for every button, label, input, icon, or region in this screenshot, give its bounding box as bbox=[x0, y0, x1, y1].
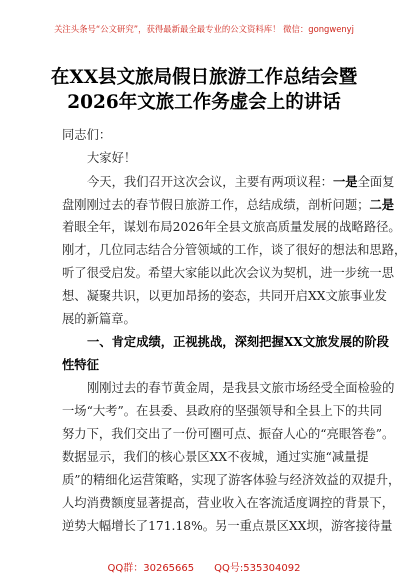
footer-qq-number: QQ号:535304092 bbox=[214, 563, 301, 574]
footer-qq-group: QQ群：30265665 bbox=[107, 563, 195, 574]
para2-line-3: 努力下，我们交出了一份可圈可点、振奋人心的“亮眼答卷”。 bbox=[62, 427, 395, 441]
para1-line-6: 想、凝聚共识，以更加昂扬的姿态，共同开启XX文旅事业发 bbox=[62, 289, 387, 303]
para1-line-2 bbox=[62, 193, 395, 217]
para1-keyword-first: 一是 bbox=[332, 174, 358, 189]
para2-line-2: 一场“大考”。在县委、县政府的坚强领导和全县上下的共同 bbox=[62, 404, 382, 418]
para1-line-7: 展的新篇章。 bbox=[62, 312, 136, 326]
section-heading-line-1: 一、肯定成绩，正视挑战，深刻把握XX文旅发展的阶段 bbox=[87, 334, 389, 349]
para2-line-4: 数据显示，我们的核心景区XX不夜城，通过实施“减量提 bbox=[62, 450, 369, 464]
para1-line-1-c: 全面复 bbox=[357, 175, 395, 189]
para1-keyword-second: 二是 bbox=[369, 197, 395, 212]
para2-line-7: 逆势大幅增长了171.18%。另一重点景区XX坝，游客接待量 bbox=[62, 519, 393, 533]
document-title-line-2: 2026年文旅工作务虚会上的讲话 bbox=[67, 92, 341, 113]
para1-line-3: 着眼全年，谋划布局2026年全县文旅高质量发展的战略路径。 bbox=[62, 220, 401, 234]
greeting: 大家好！ bbox=[87, 151, 137, 165]
salutation: 同志们： bbox=[62, 128, 112, 142]
para1-line-2-a: 盘刚刚过去的春节假日旅游工作，总结成绩，剖析问题； bbox=[62, 198, 370, 212]
para1-line-5: 听了很受启发。希望大家能以此次会议为契机，进一步统一思 bbox=[62, 266, 395, 280]
para2-line-1: 刚刚过去的春节黄金周，是我县文旅市场经受全面检验的 bbox=[87, 381, 395, 395]
para2-line-6: 人均消费额度显著提高，营业收入在客流适度调控的背景下， bbox=[62, 496, 395, 510]
document-title-line-1: 在XX县文旅局假日旅游工作总结会暨 bbox=[50, 67, 358, 88]
section-heading-line-2: 性特征 bbox=[62, 357, 99, 372]
para1-line-4: 刚才，几位同志结合分管领域的工作，谈了很好的想法和思路， bbox=[62, 243, 407, 257]
para1-line-1 bbox=[87, 170, 395, 194]
footer-contact bbox=[0, 559, 408, 574]
para1-line-1-a: 今天，我们召开这次会议，主要有两项议程： bbox=[87, 175, 333, 189]
top-banner: 关注头条号“公文研究”，获得最新最全最专业的公文资料库！ 微信：gongwenyj bbox=[54, 24, 354, 34]
para2-line-5: 质”的精细化运营策略，实现了游客体验与经济效益的双提升， bbox=[62, 473, 401, 487]
